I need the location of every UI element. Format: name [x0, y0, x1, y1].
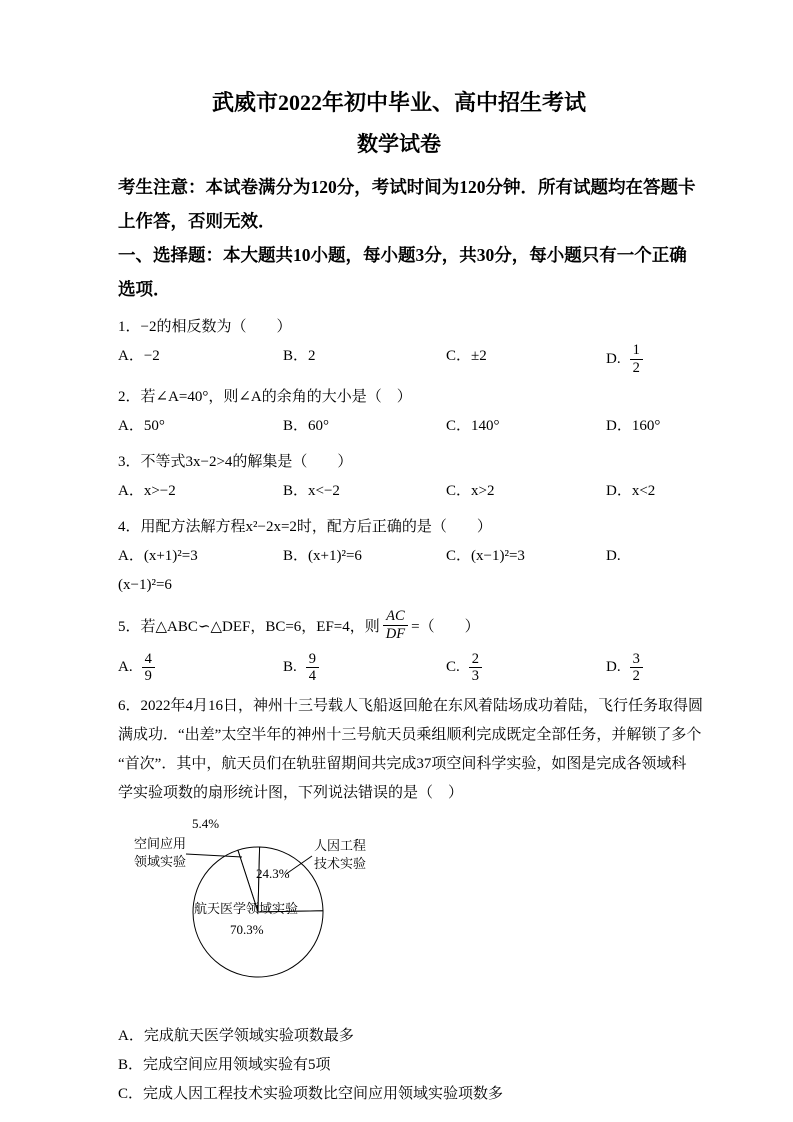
pie-label-right-line2: 技术实验: [314, 856, 367, 872]
question-5-suffix: =（ ）: [411, 619, 480, 636]
pie-chart: [128, 812, 458, 1022]
notice-line-1: 考生注意：本试卷满分为120分，考试时间为120分钟．所有试题均在答题卡: [118, 177, 696, 197]
pie-percent-small: 5.4%: [192, 816, 220, 832]
question-4-option-d-label: D.: [606, 548, 621, 565]
question-4-option-a: A．(x+1)²=3: [118, 548, 198, 565]
question-5-option-c: C. $\frac{2}{3}$: [446, 651, 606, 685]
question-6-line-1: 6．2022年4月16日，神州十三号载人飞船返回舱在东风着陆场成功着陆，飞行任务取得圆: [118, 698, 704, 715]
fraction-3-2: $\frac{3}{2}$: [630, 651, 643, 685]
question-4-option-c: C．(x−1)²=3: [446, 548, 525, 565]
question-1-text: 1．−2的相反数为（ ）: [118, 319, 292, 335]
question-6-option-c: C．完成人因工程技术实验项数比空间应用领域实验项数多: [118, 1086, 504, 1103]
question-2-option-a: A．50°: [118, 418, 165, 435]
question-2-option-b: B．60°: [283, 418, 330, 435]
question-3-text: 3．不等式3x−2>4的解集是（ ）: [118, 454, 353, 471]
question-3: [118, 448, 680, 506]
section-heading-line-2: 选项．: [118, 279, 171, 299]
question-6-option-a: A．完成航天医学领域实验项数最多: [118, 1028, 354, 1045]
question-5-option-a: A. $\frac{4}{9}$: [118, 651, 283, 685]
fraction-2-3: $\frac{2}{3}$: [469, 651, 482, 685]
question-3-option-b: B．x<−2: [283, 483, 340, 500]
question-3-option-a: A．x>−2: [118, 483, 176, 500]
question-5-option-b: B. $\frac{9}{4}$: [283, 651, 446, 685]
question-4-text: 4．用配方法解方程x²−2x=2时，配方后正确的是（ ）: [118, 519, 492, 536]
question-1-option-a: A．−2: [118, 348, 160, 364]
question-5-prefix: 5．若△ABC∽△DEF，BC=6，EF=4，则: [118, 619, 380, 636]
question-5-options: [118, 651, 680, 685]
question-5: [118, 608, 680, 685]
question-4-option-d-value: (x−1)²=6: [118, 577, 172, 594]
pie-label-inside: 航天医学领域实验: [194, 901, 299, 917]
question-4-option-b: B．(x+1)²=6: [283, 548, 362, 565]
pie-label-left-line1: 空间应用: [134, 836, 187, 852]
question-6-line-4: 学实验项数的扇形统计图，下列说法错误的是（ ）: [118, 785, 464, 802]
question-2: [118, 383, 680, 441]
question-1-option-c: C．±2: [446, 348, 487, 364]
candidate-notice: [118, 170, 696, 238]
question-3-option-c: C．x>2: [446, 483, 495, 500]
question-2-text: 2．若∠A=40°，则∠A的余角的大小是（ ）: [118, 389, 412, 406]
fraction-4-9: $\frac{4}{9}$: [142, 651, 155, 685]
question-1-options: [118, 342, 680, 376]
pie-label-right-line1: 人因工程: [314, 838, 367, 854]
pie-chart-svg: [128, 812, 458, 1022]
question-2-options: [118, 412, 680, 441]
question-6: [118, 692, 704, 1109]
question-4-options: [118, 542, 680, 571]
section-1-heading: [118, 238, 687, 306]
question-2-option-c: C．140°: [446, 418, 500, 435]
pie-percent-mid: 24.3%: [256, 866, 290, 882]
question-6-line-2: 满成功．“出差”太空半年的神州十三号航天员乘组顺利完成既定全部任务，并解锁了多个: [118, 727, 702, 744]
fraction-1-2: $\frac{1}{2}$: [630, 342, 643, 376]
question-5-option-d: D. $\frac{3}{2}$: [606, 651, 680, 685]
exam-paper-page: [118, 90, 704, 1109]
pie-label-left-line2: 领域实验: [134, 854, 187, 870]
question-6-option-b: B．完成空间应用领域实验有5项: [118, 1057, 331, 1074]
section-heading-line-1: 一、选择题：本大题共10小题，每小题3分，共30分，每小题只有一个正确: [118, 245, 687, 265]
question-4: [118, 513, 680, 600]
exam-subtitle: 数学试卷: [357, 132, 441, 156]
question-2-option-d: D．160°: [606, 418, 661, 435]
question-1: [118, 313, 680, 376]
pie-percent-big: 70.3%: [230, 922, 264, 938]
option-d-label: D.: [606, 350, 621, 367]
question-5-text: [118, 608, 680, 642]
question-6-line-3: “首次”．其中，航天员们在轨驻留期间共完成37项空间科学实验，如图是完成各领域科: [118, 756, 687, 773]
exam-title: 武威市2022年初中毕业、高中招生考试: [211, 90, 586, 115]
question-1-option-b: B．2: [283, 348, 316, 364]
fraction-9-4: $\frac{9}{4}$: [306, 651, 319, 685]
fraction-AC-DF: $\frac{AC}{DF}$: [383, 608, 408, 642]
question-3-option-d: D．x<2: [606, 483, 656, 500]
question-3-options: [118, 477, 680, 506]
question-1-option-d: [606, 342, 680, 376]
notice-line-2: 上作答，否则无效．: [118, 211, 276, 231]
